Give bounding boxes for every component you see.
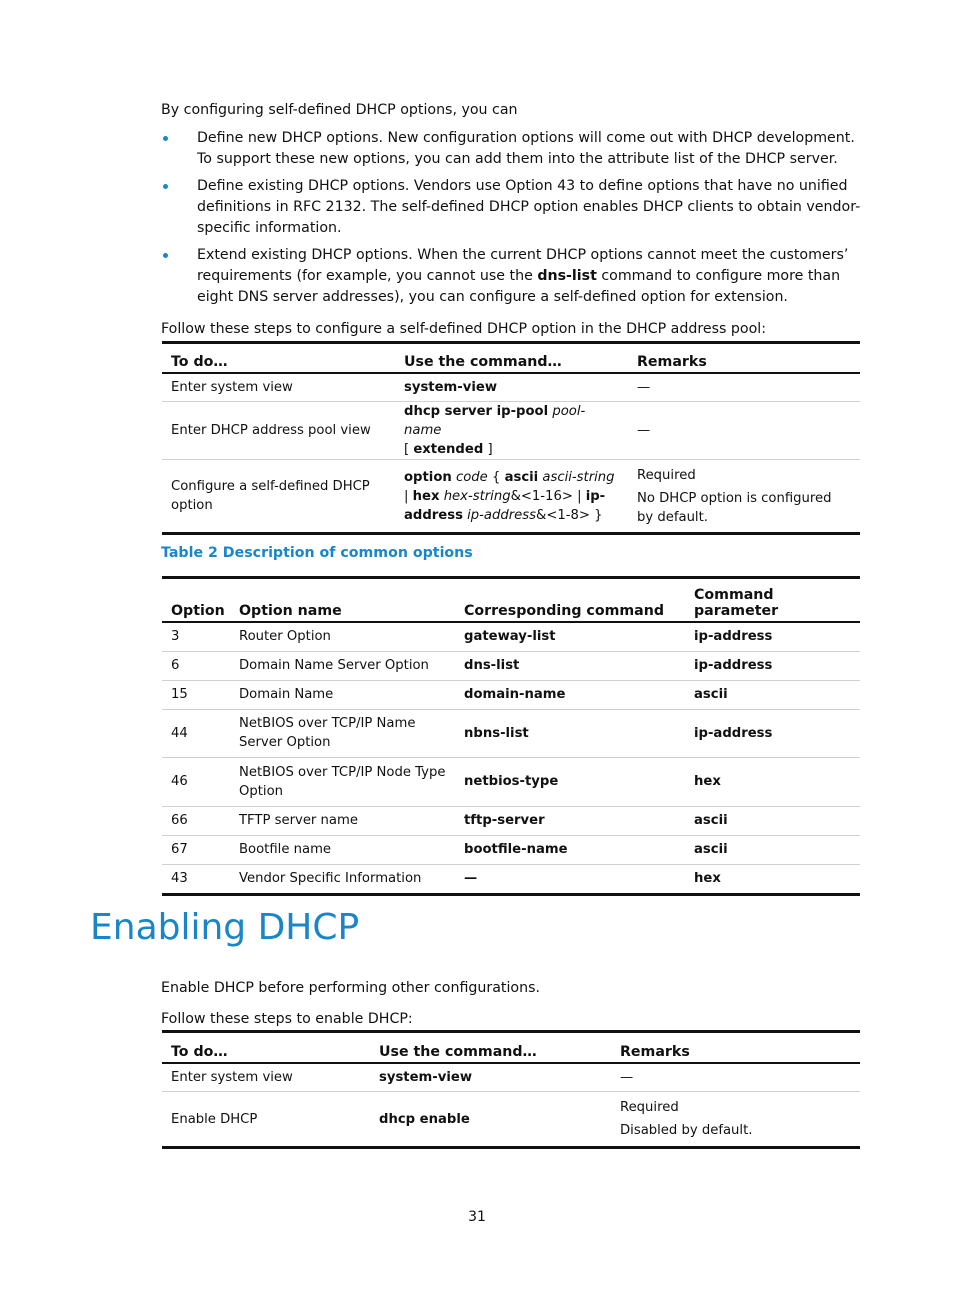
steps-intro: Follow these steps to configure a self-defined DHCP option in the DHCP address pool:: [161, 321, 767, 337]
bullet-item: [161, 176, 866, 239]
option-code-cell: 66: [162, 806, 230, 835]
parameter-cell: ascii: [685, 680, 860, 709]
remarks-cell: [611, 1092, 860, 1148]
enable-steps-intro: Follow these steps to enable DHCP:: [161, 1011, 413, 1027]
table-header-cell: Option name: [239, 603, 342, 619]
table-header-cell: Use the command…: [379, 1043, 537, 1060]
bullet-command: dns-list: [537, 268, 597, 284]
option-name-cell: Domain Name Server Option: [230, 651, 455, 680]
parameter-cell: hex: [685, 864, 860, 894]
bullet-item: [161, 128, 866, 170]
parameter-cell: ascii: [685, 806, 860, 835]
todo-cell: Enter system view: [162, 373, 395, 402]
enable-intro: Enable DHCP before performing other configurations.: [161, 980, 540, 996]
remarks-cell: [628, 460, 860, 534]
bullet-dot-icon: [163, 184, 168, 189]
remarks-required: Required: [637, 467, 696, 483]
self-defined-option-steps-table: [162, 341, 860, 535]
option-code-cell: 15: [162, 680, 230, 709]
table-row: [162, 651, 860, 680]
table-header-cell: Corresponding command: [464, 603, 664, 619]
table-header-cell: Remarks: [620, 1043, 690, 1060]
command-cell: system-view: [395, 373, 628, 402]
bullet-dot-icon: [163, 136, 168, 141]
remarks-cell: —: [628, 402, 860, 460]
command-cell: dhcp enable: [370, 1092, 611, 1148]
remarks-default: No DHCP option is configured by default.: [637, 490, 832, 525]
option-code-cell: 3: [162, 622, 230, 651]
table-row: [162, 806, 860, 835]
bullet-text-before: Extend existing DHCP options. When the current DHCP options cannot meet the customers’ requirements (for example, you cannot use the: [197, 247, 849, 284]
parameter-cell: ip-address: [685, 622, 860, 651]
command-cell: bootfile-name: [455, 835, 685, 864]
bullet-text: Define new DHCP options. New configuration options will come out with DHCP development. To support these new options, you can add them into the attribute list of the DHCP server.: [197, 130, 855, 167]
command-cell: nbns-list: [455, 709, 685, 757]
table-caption: Table 2 Description of common options: [161, 545, 473, 561]
parameter-cell: ascii: [685, 835, 860, 864]
table-header-cell: Use the command…: [404, 353, 562, 370]
table-row: [162, 680, 860, 709]
section-heading: Enabling DHCP: [90, 907, 360, 948]
table-header-cell: To do…: [171, 1043, 228, 1060]
bullet-item: [161, 245, 866, 308]
todo-cell: Configure a self-defined DHCP option: [162, 460, 395, 534]
table-header-row: [162, 343, 860, 373]
table-row: [162, 622, 860, 651]
table-row: [162, 402, 860, 460]
table-row: [162, 757, 860, 806]
common-options-table: [162, 576, 860, 896]
page-number: 31: [468, 1209, 486, 1225]
enable-dhcp-steps-table: [162, 1030, 860, 1149]
bullet-dot-icon: [163, 253, 168, 258]
table-header-cell: Command parameter: [694, 587, 779, 619]
command-cell: system-view: [370, 1063, 611, 1092]
option-name-cell: Domain Name: [230, 680, 455, 709]
option-name-cell: NetBIOS over TCP/IP Name Server Option: [230, 709, 455, 757]
bullet-text-after: command to configure more than eight DNS server addresses), you can configure a self-defined option for extension.: [197, 268, 841, 305]
option-name-cell: NetBIOS over TCP/IP Node Type Option: [230, 757, 455, 806]
command-cell: tftp-server: [455, 806, 685, 835]
remarks-cell: —: [611, 1063, 860, 1092]
table-row: [162, 373, 860, 402]
command-cell: dhcp server ip-pool pool-name [ extended ]: [395, 402, 628, 460]
parameter-cell: ip-address: [685, 709, 860, 757]
intro-paragraph: By configuring self-defined DHCP options, you can: [161, 102, 518, 118]
table-row: [162, 709, 860, 757]
table-header-cell: To do…: [171, 353, 228, 370]
remarks-required: Required: [620, 1100, 679, 1115]
table-header-cell: Option: [171, 603, 225, 619]
option-code-cell: 43: [162, 864, 230, 894]
command-cell: gateway-list: [455, 622, 685, 651]
command-cell: netbios-type: [455, 757, 685, 806]
parameter-cell: hex: [685, 757, 860, 806]
option-code-cell: 46: [162, 757, 230, 806]
option-code-cell: 67: [162, 835, 230, 864]
todo-cell: Enable DHCP: [162, 1092, 370, 1148]
todo-cell: Enter system view: [162, 1063, 370, 1092]
table-row: [162, 1092, 860, 1148]
option-name-cell: TFTP server name: [230, 806, 455, 835]
command-cell: domain-name: [455, 680, 685, 709]
todo-cell: Enter DHCP address pool view: [162, 402, 395, 460]
table-row: [162, 460, 860, 534]
bullet-list: [161, 128, 866, 314]
table-row: [162, 1063, 860, 1092]
option-name-cell: Vendor Specific Information: [230, 864, 455, 894]
table-header-row: [162, 578, 860, 623]
option-name-cell: Bootfile name: [230, 835, 455, 864]
table-row: [162, 864, 860, 894]
command-cell: dns-list: [455, 651, 685, 680]
option-code-cell: 6: [162, 651, 230, 680]
remarks-default: Disabled by default.: [620, 1123, 753, 1138]
table-row: [162, 835, 860, 864]
command-cell: —: [455, 864, 685, 894]
parameter-cell: ip-address: [685, 651, 860, 680]
remarks-cell: —: [628, 373, 860, 402]
table-header-cell: Remarks: [637, 353, 707, 370]
option-code-cell: 44: [162, 709, 230, 757]
table-header-row: [162, 1032, 860, 1063]
bullet-text: Define existing DHCP options. Vendors use Option 43 to define options that have no unified definitions in RFC 2132. The self-defined DHCP option enables DHCP clients to obtain vendor-specific information.: [197, 178, 861, 236]
command-cell: option code { ascii ascii-string | hex hex-string&<1-16> | ip-address ip-address&<1-8> }: [395, 460, 628, 534]
option-name-cell: Router Option: [230, 622, 455, 651]
